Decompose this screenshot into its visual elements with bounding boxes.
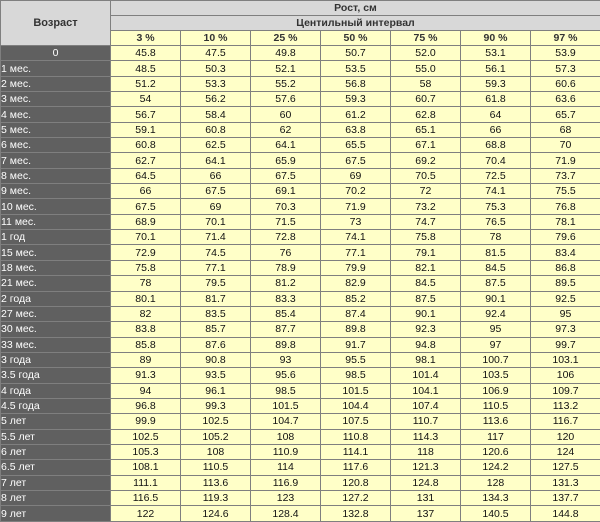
height-value-cell: 74.1 [461,184,531,199]
age-cell: 3.5 года [1,368,111,383]
height-value-cell: 89.5 [531,276,600,291]
table-row [1,460,600,475]
height-value-cell: 57.3 [531,61,600,76]
age-cell: 0 [1,46,111,61]
height-value-cell: 67.5 [251,168,321,183]
height-value-cell: 59.3 [461,76,531,91]
height-value-cell: 86.8 [531,260,600,275]
height-value-cell: 101.5 [321,383,391,398]
height-value-cell: 84.5 [461,260,531,275]
height-value-cell: 51.2 [111,76,181,91]
height-value-cell: 95 [531,306,600,321]
height-value-cell: 67.1 [391,138,461,153]
height-value-cell: 87.4 [321,306,391,321]
height-value-cell: 110.7 [391,414,461,429]
height-value-cell: 91.3 [111,368,181,383]
table-row [1,276,600,291]
height-value-cell: 87.7 [251,322,321,337]
age-cell: 6.5 лет [1,460,111,475]
height-value-cell: 78 [461,230,531,245]
height-value-cell: 127.5 [531,460,600,475]
age-cell: 2 года [1,291,111,306]
table-row [1,230,600,245]
height-value-cell: 60.8 [181,122,251,137]
height-value-cell: 72.9 [111,245,181,260]
height-value-cell: 95 [461,322,531,337]
table-row [1,260,600,275]
age-cell: 8 мес. [1,168,111,183]
height-value-cell: 65.9 [251,153,321,168]
height-value-cell: 108.1 [111,460,181,475]
height-value-cell: 70 [531,138,600,153]
height-value-cell: 70.1 [181,214,251,229]
age-cell: 10 мес. [1,199,111,214]
height-value-cell: 76.8 [531,199,600,214]
height-value-cell: 99.7 [531,337,600,352]
height-value-cell: 92.3 [391,322,461,337]
table-row [1,306,600,321]
height-value-cell: 85.2 [321,291,391,306]
height-value-cell: 81.7 [181,291,251,306]
height-value-cell: 122 [111,506,181,522]
height-value-cell: 56.7 [111,107,181,122]
height-value-cell: 110.8 [321,429,391,444]
height-value-cell: 83.5 [181,306,251,321]
height-value-cell: 99.9 [111,414,181,429]
table-row [1,122,600,137]
height-value-cell: 128 [461,475,531,490]
height-value-cell: 97 [461,337,531,352]
height-value-cell: 78 [111,276,181,291]
height-value-cell: 70.3 [251,199,321,214]
height-value-cell: 64 [461,107,531,122]
height-value-cell: 98.1 [391,352,461,367]
height-value-cell: 103.1 [531,352,600,367]
height-value-cell: 58.4 [181,107,251,122]
height-value-cell: 66 [461,122,531,137]
height-value-cell: 108 [251,429,321,444]
age-cell: 11 мес. [1,214,111,229]
height-value-cell: 69.1 [251,184,321,199]
table-row [1,107,600,122]
age-cell: 3 мес. [1,92,111,107]
height-value-cell: 67.5 [111,199,181,214]
height-value-cell: 60 [251,107,321,122]
height-value-cell: 75.5 [531,184,600,199]
table-row [1,291,600,306]
percentile-header: 90 % [461,31,531,46]
height-value-cell: 71.9 [321,199,391,214]
height-value-cell: 94.8 [391,337,461,352]
height-value-cell: 137 [391,506,461,522]
height-value-cell: 59.1 [111,122,181,137]
table-row [1,398,600,413]
height-value-cell: 101.4 [391,368,461,383]
height-value-cell: 98.5 [251,383,321,398]
height-value-cell: 89.8 [251,337,321,352]
height-value-cell: 91.7 [321,337,391,352]
height-value-cell: 96.1 [181,383,251,398]
height-value-cell: 81.2 [251,276,321,291]
height-value-cell: 84.5 [391,276,461,291]
height-value-cell: 45.8 [111,46,181,61]
height-value-cell: 118 [391,444,461,459]
height-value-cell: 87.6 [181,337,251,352]
height-value-cell: 95.5 [321,352,391,367]
height-value-cell: 52.1 [251,61,321,76]
height-value-cell: 72 [391,184,461,199]
height-value-cell: 79.6 [531,230,600,245]
height-value-cell: 64.1 [251,138,321,153]
height-value-cell: 90.1 [461,291,531,306]
age-cell: 5 мес. [1,122,111,137]
height-value-cell: 77.1 [181,260,251,275]
height-value-cell: 70.4 [461,153,531,168]
height-value-cell: 131 [391,490,461,505]
age-cell: 21 мес. [1,276,111,291]
height-value-cell: 87.5 [461,276,531,291]
height-value-cell: 73.2 [391,199,461,214]
height-value-cell: 128.4 [251,506,321,522]
percentile-header: 10 % [181,31,251,46]
height-value-cell: 60.7 [391,92,461,107]
height-value-cell: 67.5 [181,184,251,199]
height-value-cell: 73.7 [531,168,600,183]
height-value-cell: 68.9 [111,214,181,229]
height-value-cell: 113.6 [181,475,251,490]
height-value-cell: 69 [181,199,251,214]
height-value-cell: 75.8 [111,260,181,275]
height-value-cell: 110.5 [461,398,531,413]
height-value-cell: 111.1 [111,475,181,490]
height-value-cell: 69.2 [391,153,461,168]
height-value-cell: 75.3 [461,199,531,214]
height-value-cell: 68.8 [461,138,531,153]
table-row [1,245,600,260]
table-row [1,76,600,91]
height-value-cell: 110.5 [181,460,251,475]
height-value-cell: 104.1 [391,383,461,398]
height-value-cell: 63.8 [321,122,391,137]
height-value-cell: 106.9 [461,383,531,398]
height-value-cell: 116.7 [531,414,600,429]
table-row [1,168,600,183]
table-body [1,46,600,522]
age-cell: 5.5 лет [1,429,111,444]
height-value-cell: 121.3 [391,460,461,475]
age-cell: 4 года [1,383,111,398]
height-value-cell: 76 [251,245,321,260]
height-value-cell: 56.2 [181,92,251,107]
height-value-cell: 76.5 [461,214,531,229]
height-value-cell: 99.3 [181,398,251,413]
height-value-cell: 123 [251,490,321,505]
age-cell: 7 мес. [1,153,111,168]
height-value-cell: 55.0 [391,61,461,76]
table-row [1,214,600,229]
height-value-cell: 90.8 [181,352,251,367]
percentile-header: 25 % [251,31,321,46]
age-cell: 9 лет [1,506,111,522]
height-value-cell: 55.2 [251,76,321,91]
age-cell: 3 года [1,352,111,367]
height-value-cell: 104.4 [321,398,391,413]
age-cell: 5 лет [1,414,111,429]
height-value-cell: 62.7 [111,153,181,168]
height-value-cell: 73 [321,214,391,229]
height-value-cell: 54 [111,92,181,107]
height-value-cell: 65.7 [531,107,600,122]
table-row [1,429,600,444]
height-value-cell: 75.8 [391,230,461,245]
height-value-cell: 70.1 [111,230,181,245]
height-value-cell: 62 [251,122,321,137]
height-value-cell: 72.8 [251,230,321,245]
age-cell: 6 мес. [1,138,111,153]
height-value-cell: 87.5 [391,291,461,306]
height-value-cell: 109.7 [531,383,600,398]
age-cell: 1 год [1,230,111,245]
height-value-cell: 53.1 [461,46,531,61]
height-value-cell: 65.1 [391,122,461,137]
percentile-header: 3 % [111,31,181,46]
height-value-cell: 96.8 [111,398,181,413]
height-value-cell: 63.6 [531,92,600,107]
table-row [1,506,600,522]
percentile-header: 75 % [391,31,461,46]
height-value-cell: 98.5 [321,368,391,383]
height-value-cell: 102.5 [111,429,181,444]
height-value-cell: 103.5 [461,368,531,383]
height-value-cell: 82.1 [391,260,461,275]
height-value-cell: 105.2 [181,429,251,444]
table-row [1,414,600,429]
height-value-cell: 94 [111,383,181,398]
height-value-cell: 71.9 [531,153,600,168]
height-value-cell: 89 [111,352,181,367]
height-value-cell: 95.6 [251,368,321,383]
height-value-cell: 124 [531,444,600,459]
height-value-cell: 120 [531,429,600,444]
height-value-cell: 48.5 [111,61,181,76]
height-value-cell: 85.4 [251,306,321,321]
age-cell: 9 мес. [1,184,111,199]
table-row [1,352,600,367]
height-value-cell: 70.2 [321,184,391,199]
height-value-cell: 116.5 [111,490,181,505]
height-value-cell: 71.5 [251,214,321,229]
height-value-cell: 114.1 [321,444,391,459]
table-row [1,153,600,168]
height-value-cell: 60.8 [111,138,181,153]
height-value-cell: 92.5 [531,291,600,306]
height-value-cell: 89.8 [321,322,391,337]
height-value-cell: 66 [181,168,251,183]
height-value-cell: 70.5 [391,168,461,183]
height-value-cell: 97.3 [531,322,600,337]
height-value-cell: 64.1 [181,153,251,168]
height-value-cell: 127.2 [321,490,391,505]
age-cell: 4 мес. [1,107,111,122]
centile-interval-header: Центильный интервал [111,16,600,31]
height-value-cell: 59.3 [321,92,391,107]
height-value-cell: 68 [531,122,600,137]
height-value-cell: 107.5 [321,414,391,429]
height-value-cell: 69 [321,168,391,183]
height-value-cell: 82.9 [321,276,391,291]
height-value-cell: 79.1 [391,245,461,260]
height-value-cell: 113.2 [531,398,600,413]
header-row-height [1,1,600,16]
height-value-cell: 74.5 [181,245,251,260]
height-value-cell: 134.3 [461,490,531,505]
height-value-cell: 116.9 [251,475,321,490]
height-value-cell: 110.9 [251,444,321,459]
height-value-cell: 107.4 [391,398,461,413]
height-value-cell: 90.1 [391,306,461,321]
height-value-cell: 120.8 [321,475,391,490]
table-row [1,92,600,107]
height-value-cell: 137.7 [531,490,600,505]
height-value-cell: 81.5 [461,245,531,260]
height-value-cell: 77.1 [321,245,391,260]
height-value-cell: 78.9 [251,260,321,275]
age-cell: 4.5 года [1,398,111,413]
age-cell: 6 лет [1,444,111,459]
table-row [1,138,600,153]
age-cell: 8 лет [1,490,111,505]
height-value-cell: 50.3 [181,61,251,76]
height-value-cell: 53.5 [321,61,391,76]
height-value-cell: 79.9 [321,260,391,275]
height-value-cell: 82 [111,306,181,321]
height-value-cell: 131.3 [531,475,600,490]
height-value-cell: 119.3 [181,490,251,505]
height-value-cell: 52.0 [391,46,461,61]
height-value-cell: 65.5 [321,138,391,153]
height-value-cell: 114.3 [391,429,461,444]
height-value-cell: 67.5 [321,153,391,168]
height-value-cell: 66 [111,184,181,199]
table-row [1,368,600,383]
height-value-cell: 56.8 [321,76,391,91]
height-value-cell: 83.8 [111,322,181,337]
height-value-cell: 101.5 [251,398,321,413]
height-value-cell: 72.5 [461,168,531,183]
height-value-cell: 83.3 [251,291,321,306]
height-value-cell: 85.8 [111,337,181,352]
height-value-cell: 132.8 [321,506,391,522]
table-row [1,475,600,490]
height-value-cell: 120.6 [461,444,531,459]
age-cell: 18 мес. [1,260,111,275]
table-row [1,322,600,337]
height-value-cell: 80.1 [111,291,181,306]
table-row [1,490,600,505]
age-column-header: Возраст [1,1,111,46]
height-value-cell: 124.8 [391,475,461,490]
height-value-cell: 62.8 [391,107,461,122]
height-value-cell: 85.7 [181,322,251,337]
age-cell: 33 мес. [1,337,111,352]
height-value-cell: 102.5 [181,414,251,429]
table-row [1,184,600,199]
age-cell: 2 мес. [1,76,111,91]
height-value-cell: 78.1 [531,214,600,229]
height-value-cell: 100.7 [461,352,531,367]
height-value-cell: 74.7 [391,214,461,229]
height-value-cell: 140.5 [461,506,531,522]
height-value-cell: 53.9 [531,46,600,61]
height-value-cell: 104.7 [251,414,321,429]
age-cell: 27 мес. [1,306,111,321]
table-row [1,337,600,352]
height-value-cell: 124.2 [461,460,531,475]
height-value-cell: 58 [391,76,461,91]
height-value-cell: 114 [251,460,321,475]
height-value-cell: 61.2 [321,107,391,122]
height-value-cell: 117 [461,429,531,444]
table-row [1,46,600,61]
height-value-cell: 57.6 [251,92,321,107]
age-cell: 1 мес. [1,61,111,76]
height-value-cell: 106 [531,368,600,383]
height-value-cell: 74.1 [321,230,391,245]
age-cell: 30 мес. [1,322,111,337]
table-row [1,444,600,459]
height-header: Рост, см [111,1,600,16]
height-value-cell: 105.3 [111,444,181,459]
height-value-cell: 108 [181,444,251,459]
height-value-cell: 93.5 [181,368,251,383]
age-cell: 7 лет [1,475,111,490]
table-row [1,199,600,214]
height-value-cell: 92.4 [461,306,531,321]
height-value-cell: 117.6 [321,460,391,475]
height-value-cell: 71.4 [181,230,251,245]
table-row [1,61,600,76]
height-value-cell: 113.6 [461,414,531,429]
height-value-cell: 61.8 [461,92,531,107]
percentile-header: 50 % [321,31,391,46]
height-value-cell: 79.5 [181,276,251,291]
height-value-cell: 49.8 [251,46,321,61]
height-value-cell: 124.6 [181,506,251,522]
height-value-cell: 83.4 [531,245,600,260]
percentile-header: 97 % [531,31,600,46]
age-cell: 15 мес. [1,245,111,260]
height-value-cell: 53.3 [181,76,251,91]
height-value-cell: 62.5 [181,138,251,153]
height-value-cell: 47.5 [181,46,251,61]
height-value-cell: 56.1 [461,61,531,76]
height-value-cell: 60.6 [531,76,600,91]
height-value-cell: 50.7 [321,46,391,61]
table-row [1,383,600,398]
height-value-cell: 64.5 [111,168,181,183]
height-value-cell: 144.8 [531,506,600,522]
height-value-cell: 93 [251,352,321,367]
